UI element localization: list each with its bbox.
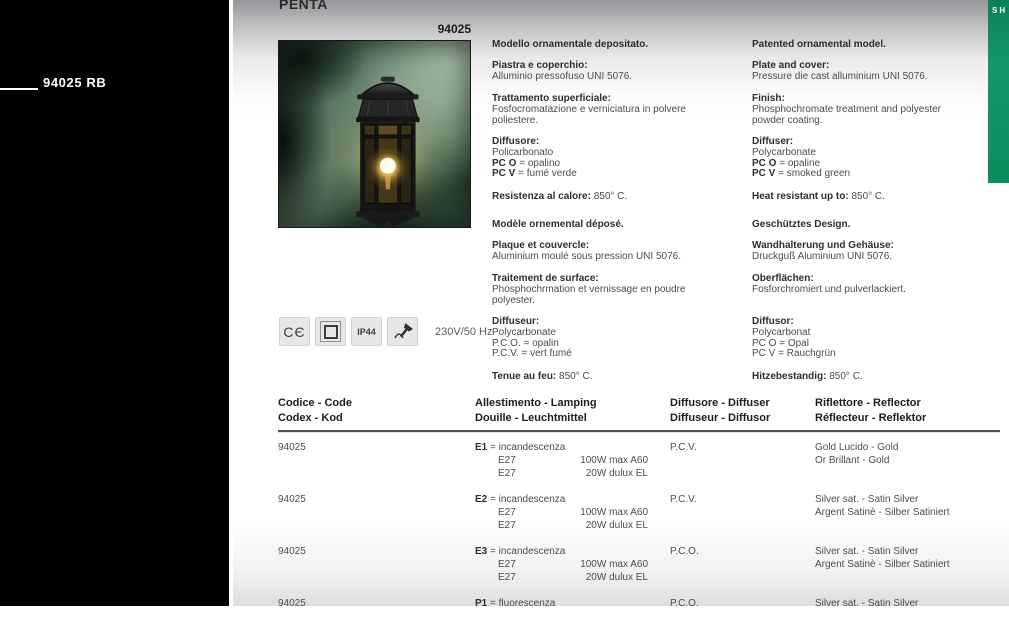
header-code-line1: Codice - Code bbox=[278, 397, 352, 409]
lamp-base: E27 bbox=[498, 455, 516, 466]
lamp-wattage: 100W max A60 bbox=[580, 559, 648, 570]
spec-fr-s2-l2: polyester. bbox=[492, 294, 535, 306]
header-diffuser-line2: Diffuseur - Diffusor bbox=[670, 412, 771, 424]
header-rule bbox=[278, 430, 1000, 433]
ip44-rating-icon bbox=[351, 317, 382, 346]
ce-mark-glyph: CЄ bbox=[283, 323, 306, 340]
lamp-base: E27 bbox=[498, 520, 516, 531]
spec-fr-patent: Modèle ornemental déposé. bbox=[492, 219, 624, 230]
row-reflector1: Silver sat. - Satin Silver bbox=[815, 494, 919, 505]
row-diffuser: P.C.V. bbox=[670, 494, 697, 505]
header-lamping bbox=[475, 396, 670, 426]
row-lamp-type: = fluorescenza bbox=[490, 598, 556, 609]
spec-it-s2-label: Trattamento superficiale: bbox=[492, 93, 611, 104]
row-lamp-type: = incandescenza bbox=[490, 546, 566, 557]
certification-row bbox=[279, 317, 492, 346]
spec-en-s2-l2: powder coating. bbox=[752, 114, 823, 126]
spec-en-d-o2b: PC V bbox=[752, 168, 779, 180]
row-lamp-line bbox=[475, 558, 648, 571]
header-lamping-line1: Allestimento - Lamping bbox=[475, 397, 597, 409]
spec-de-s1-l1: Druckguß Aluminium UNI 5076. bbox=[752, 250, 893, 262]
lamp-base: E27 bbox=[498, 468, 516, 479]
row-diffuser: P.C.O. bbox=[670, 598, 699, 609]
spec-en-d-label: Diffuser: bbox=[752, 136, 794, 147]
impact-hammer-glyph bbox=[392, 322, 413, 342]
class-ii-insulation-icon bbox=[315, 317, 346, 346]
lamp-wattage: 20W dulux EL bbox=[585, 468, 648, 479]
spec-de-d-label: Diffusor: bbox=[752, 316, 794, 327]
wall-lantern-illustration bbox=[279, 41, 470, 227]
spec-column-italian bbox=[492, 40, 748, 203]
row-reflector1: Silver sat. - Satin Silver bbox=[815, 546, 919, 557]
table-row bbox=[278, 545, 1000, 584]
page-title: PENTA bbox=[279, 0, 328, 12]
spec-fr-d-o2t: P.C.V. = vert fumé bbox=[492, 348, 572, 360]
header-reflector-line1: Riflettore - Reflector bbox=[815, 397, 921, 409]
row-lamp-line bbox=[475, 467, 648, 480]
row-reflector2: Or Brillant - Gold bbox=[815, 455, 890, 466]
spec-en-s2-label: Finish: bbox=[752, 93, 785, 104]
lamping-table bbox=[278, 396, 1000, 623]
lamp-wattage: 100W max A60 bbox=[580, 507, 648, 518]
spec-it-d-o1b: PC O bbox=[492, 157, 520, 169]
spec-de-heat-label: Hitzebestandig: bbox=[752, 371, 827, 382]
spec-de-s2-l1: Fosforchromiert und pulverlackiert. bbox=[752, 283, 906, 295]
row-reflector2: Argent Satinè - Silber Satiniert bbox=[815, 507, 950, 518]
row-lamp-line bbox=[475, 454, 648, 467]
header-reflector bbox=[815, 396, 1000, 426]
table-row bbox=[278, 493, 1000, 532]
spec-fr-s1-l1: Aluminium moulé sous pression UNI 5076. bbox=[492, 250, 681, 262]
spec-fr-s1-label: Plaque et couvercle: bbox=[492, 240, 590, 251]
spec-de-d-o2t: PC V = Rauchgrün bbox=[752, 348, 836, 360]
header-diffuser bbox=[670, 396, 815, 426]
spec-fr-s2-l1: Phosphochrmation et vernissage en poudre bbox=[492, 283, 686, 295]
sidebar bbox=[0, 0, 229, 606]
spec-it-heat-label: Resistenza al calore: bbox=[492, 191, 591, 202]
spec-it-d-label: Diffusore: bbox=[492, 136, 540, 147]
spec-it-s2-l2: poliestere. bbox=[492, 114, 539, 126]
lamp-base: E27 bbox=[498, 507, 516, 518]
spec-fr-d-label: Diffuseur: bbox=[492, 316, 540, 327]
spec-en-s1-l1: Pressure die cast alluminium UNI 5076. bbox=[752, 70, 928, 82]
spec-it-s2-l1: Fosfocromatazione e verniciatura in polvere bbox=[492, 103, 686, 115]
class-ii-inner-square bbox=[324, 325, 338, 339]
spec-en-s2-l1: Phosphochromate treatment and polyester bbox=[752, 103, 941, 115]
spec-en-s1-label: Plate and cover: bbox=[752, 60, 830, 71]
spec-de-s1-label: Wandhalterung und Gehäuse: bbox=[752, 240, 894, 251]
header-lamping-line2: Douille - Leuchtmittel bbox=[475, 412, 587, 424]
lamp-wattage: 100W max A60 bbox=[580, 455, 648, 466]
spec-column-french bbox=[492, 220, 748, 383]
green-side-tab bbox=[988, 0, 1009, 183]
header-code bbox=[278, 396, 475, 426]
row-lamp-code: E2 bbox=[475, 494, 488, 505]
voltage-label: 230V/50 Hz bbox=[435, 325, 493, 338]
row-lamp-type: = incandescenza bbox=[490, 494, 566, 505]
ce-mark-icon bbox=[279, 317, 310, 346]
header-reflector-line2: Réflecteur - Reflektor bbox=[815, 412, 927, 424]
table-row bbox=[278, 441, 1000, 480]
spec-en-patent: Patented ornamental model. bbox=[752, 39, 886, 50]
spec-fr-heat-label: Tenue au feu: bbox=[492, 371, 557, 382]
spec-de-heat-value: 850° C. bbox=[826, 371, 863, 382]
lamp-base: E27 bbox=[498, 559, 516, 570]
row-lamp-code: E1 bbox=[475, 442, 488, 453]
table-rows bbox=[278, 441, 1000, 610]
product-photo bbox=[278, 40, 471, 228]
spec-it-s1-l1: Alluminio pressofuso UNI 5076. bbox=[492, 70, 633, 82]
row-lamp-line bbox=[475, 519, 648, 532]
spec-fr-heat-value: 850° C. bbox=[556, 371, 593, 382]
spec-it-s1-label: Piastra e coperchio: bbox=[492, 60, 588, 71]
spec-it-patent: Modello ornamentale depositato. bbox=[492, 39, 649, 50]
row-code: 94025 bbox=[278, 442, 306, 453]
row-code: 94025 bbox=[278, 546, 306, 557]
lamp-base: E27 bbox=[498, 572, 516, 583]
reference-line bbox=[0, 88, 38, 90]
spec-en-d-o2t: = smoked green bbox=[778, 168, 851, 180]
row-reflector1: Silver sat. - Satin Silver bbox=[815, 598, 919, 609]
spec-it-heat-value: 850° C. bbox=[590, 191, 628, 202]
spec-fr-d-l1: Polycarbonate bbox=[492, 326, 556, 338]
spec-fr-s2-label: Traitement de surface: bbox=[492, 273, 599, 284]
row-diffuser: P.C.O. bbox=[670, 546, 699, 557]
spec-de-d-o1t: PC O = Opal bbox=[752, 337, 809, 349]
table-row bbox=[278, 597, 1000, 610]
spec-it-d-o2t: = fumé verde bbox=[518, 168, 577, 180]
spec-it-d-l1: Policarbonato bbox=[492, 146, 554, 158]
row-lamp-line bbox=[475, 506, 648, 519]
table-header bbox=[278, 396, 1000, 426]
spec-en-d-o1b: PC O bbox=[752, 157, 780, 169]
spec-de-d-l1: Polycarbonat bbox=[752, 326, 811, 338]
row-lamp-code: P1 bbox=[475, 598, 488, 609]
spec-column-english bbox=[752, 40, 1008, 203]
row-diffuser: P.C.V. bbox=[670, 442, 697, 453]
row-reflector2: Argent Satinè - Silber Satiniert bbox=[815, 559, 950, 570]
spec-en-heat-label: Heat resistant up to: bbox=[752, 191, 849, 202]
row-code: 94025 bbox=[278, 494, 306, 505]
impact-hammer-icon bbox=[387, 317, 418, 346]
spec-en-d-o1t: = opaline bbox=[779, 157, 821, 169]
lamp-wattage: 20W dulux EL bbox=[585, 572, 648, 583]
header-diffuser-line1: Diffusore - Diffuser bbox=[670, 397, 770, 409]
row-lamp-code: E3 bbox=[475, 546, 488, 557]
spec-en-d-l1: Polycarbonate bbox=[752, 146, 816, 158]
row-lamp-line bbox=[475, 571, 648, 584]
side-tab-label: SH bbox=[992, 6, 1008, 15]
page-content bbox=[233, 0, 1009, 609]
sidebar-product-code: 94025 RB bbox=[43, 75, 107, 90]
row-reflector1: Gold Lucido - Gold bbox=[815, 442, 899, 453]
header-code-line2: Codex - Kod bbox=[278, 412, 343, 424]
spec-de-s2-label: Oberflächen: bbox=[752, 273, 814, 284]
lamp-wattage: 20W dulux EL bbox=[585, 520, 648, 531]
spec-it-d-o2b: PC V bbox=[492, 168, 519, 180]
spec-fr-d-o1t: P.C.O. = opalin bbox=[492, 337, 559, 349]
ip44-glyph: IP44 bbox=[357, 326, 376, 337]
row-code: 94025 bbox=[278, 598, 306, 609]
spec-column-german bbox=[752, 220, 1008, 383]
spec-de-patent: Geschütztes Design. bbox=[752, 219, 851, 230]
spec-en-heat-value: 850° C. bbox=[848, 191, 885, 202]
spec-it-d-o1t: = opalino bbox=[519, 157, 561, 169]
row-lamp-type: = incandescenza bbox=[490, 442, 566, 453]
photo-code-label: 94025 bbox=[437, 22, 471, 36]
class-ii-outer-square bbox=[320, 321, 341, 342]
